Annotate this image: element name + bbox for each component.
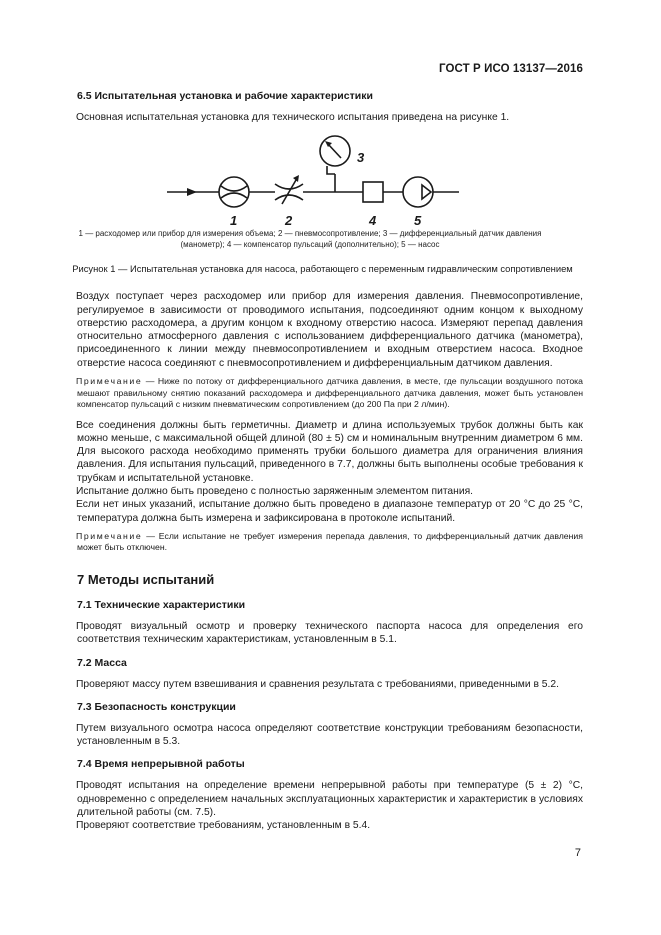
paragraph-connections: Все соединения должны быть герметичны. Диаметр и длина используемых трубок должны быть как можно меньше, с максимальной общей длиной (80 ± 5) см и номинальным внутренним диаметром 6 мм. Для высокого расхода необходимо применять трубки большого диаметра для ограничения влияния давления. Для испытания пульсаций, приведенного в 7.7, должны быть выполнены особые требования к трубкам и испытательной установке. [76, 419, 583, 484]
figure-1 [77, 134, 583, 229]
page-number: 7 [574, 847, 581, 859]
note-1-label: Примечание [76, 376, 143, 387]
section-7-1-title: 7.1 Технические характеристики [77, 598, 246, 611]
section-7-2-text: Проверяют массу путем взвешивания и сравнения результата с требованиями, приведенными в 5.2. [76, 678, 559, 690]
flowmeter-icon [219, 177, 249, 207]
section-7-3-text: Путем визуального осмотра насоса определяют соответствие конструкции требованиям безопасности, установленным в 5.3. [76, 722, 583, 748]
section-6-5-title: 6.5 Испытательная установка и рабочие характеристики [77, 90, 373, 102]
section-7-4-text-1: Проводят испытания на определение времени непрерывной работы при температуре (5 ± 2) °С, одновременно с определением начальных эксплуатационных характеристик и характеристик в условиях длительной работы (см. 7.5). [76, 780, 583, 819]
section-7-4-text-2: Проверяют соответствие требованиям, установленным в 5.4. [76, 820, 371, 832]
note-2 [77, 531, 583, 554]
diagram-label-5: 5 [414, 213, 422, 229]
paragraph-temperature: Если нет иных указаний, испытание должно быть проведено в диапазоне температур от 20 °С до 25 °С, температура должна быть измерена и зафиксирована в протоколе испытаний. [76, 499, 583, 524]
figure-legend-line-2: (манометр); 4 — компенсатор пульсаций (дополнительно); 5 — насос [180, 239, 440, 249]
pneumoresistance-icon [275, 184, 303, 189]
section-7-3-title: 7.3 Безопасность конструкции [77, 700, 236, 713]
section-7-title: 7 Методы испытаний [77, 571, 215, 587]
diagram-label-3: 3 [357, 150, 365, 166]
note-1 [77, 376, 583, 411]
flow-arrow-icon [187, 188, 197, 196]
pulsation-compensator-icon [363, 182, 383, 202]
paragraph-battery: Испытание должно быть проведено с полностью заряженным элементом питания. [76, 486, 474, 498]
pump-icon [403, 177, 433, 207]
section-7-1-text: Проводят визуальный осмотр и проверку технического паспорта насоса для определения его соответствия техническим характеристикам, установленным в 5.1. [76, 620, 583, 646]
page-content [72, 90, 583, 833]
figure-legend-line-1: 1 — расходомер или прибор для измерения объема; 2 — пневмосопротивление; 3 — дифференциальный датчик давления [78, 229, 542, 239]
diagram-label-4: 4 [369, 213, 377, 229]
note-1-text: — Ниже по потоку от дифференциального датчика давления, в месте, где пульсации воздушного потока мешают правильному снятию показаний расходомера и дифференциального датчика давления, может быть установлен компенсатор пульсаций с низким пневматическим сопротивлением (до 200 Па при 2 л/мин). [77, 376, 583, 410]
figure-legend [32, 229, 588, 250]
section-7-4-title: 7.4 Время непрерывной работы [77, 758, 245, 771]
test-setup-diagram [167, 134, 467, 229]
figure-caption: Рисунок 1 — Испытательная установка для насоса, работающего с переменным гидравлическим сопротивлением [72, 263, 573, 275]
document-id: ГОСТ Р ИСО 13137—2016 [438, 63, 583, 75]
note-2-label: Примечание [76, 530, 143, 541]
note-2-text: — Если испытание не требует измерения перепада давления, то дифференциальный датчик давления может быть отключен. [77, 530, 583, 553]
paragraph-airflow: Воздух поступает через расходомер или прибор для измерения давления. Пневмосопротивление, регулируемое в зависимости от проводимого испытания, подсоединяют одним концом к выходному отверстию расходомера, а другим концом к входному отверстию насоса. Измеряют перепад давления относительно атмосферного давления с использованием дифференциального датчика (манометра), присоединенного к линии между пневмосопротивлением и входным отверстием насоса. Входное отверстие насоса соединяют с пневмосопротивлением и дифференциальным датчиком давления. [76, 291, 583, 369]
diagram-label-1: 1 [230, 213, 238, 229]
section-7-2-title: 7.2 Масса [77, 656, 127, 669]
diagram-label-2: 2 [285, 213, 293, 229]
section-6-5-intro: Основная испытательная установка для технического испытания приведена на рисунке 1. [76, 112, 510, 123]
